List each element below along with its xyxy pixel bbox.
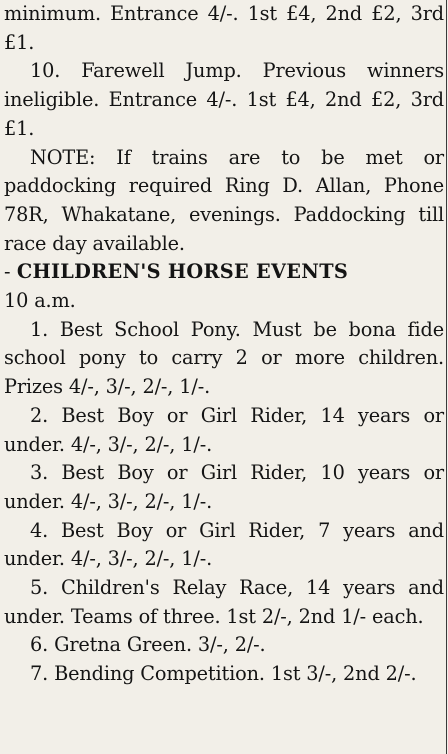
event-item: 6. Gretna Green. 3/-, 2/-. [30, 633, 266, 657]
heading-text: CHILDREN'S HORSE EVENTS [16, 260, 349, 284]
event-item: 4. Best Boy or Girl Rider, 7 years and under. 4/-, 3/-, 2/-, 1/-. [4, 518, 444, 571]
event-item: 7. Bending Competition. 1st 3/-, 2nd 2/-. [30, 662, 417, 686]
event-item: 2. Best Boy or Girl Rider, 14 years or under. 4/-, 3/-, 2/-, 1/-. [4, 403, 444, 456]
event-item: 5. Children's Relay Race, 14 years and under. Teams of three. 1st 2/-, 2nd 1/- each. [4, 576, 444, 628]
section-time: 10 a.m. [4, 289, 76, 313]
column-edge-rule [446, 0, 447, 754]
heading-dash: - [4, 260, 11, 284]
paragraph-entrance-minimum: minimum. Entrance 4/-. 1st £4, 2nd £2, 3rd £1. [4, 2, 444, 54]
event-item: 3. Best Boy or Girl Rider, 10 years or under. 4/-, 3/-, 2/-, 1/-. [4, 461, 444, 513]
event-item: 1. Best School Pony. Must be bona fide school pony to carry 2 or more children. Prizes 4/-, 3/-, 2/-, 1/-. [4, 317, 444, 399]
paragraph-farewell-jump: 10. Farewell Jump. Previous winners ineligible. Entrance 4/-. 1st £4, 2nd £2, 3rd £1. [4, 59, 444, 140]
section-heading [4, 258, 444, 287]
paragraph-note: NOTE: If trains are to be met or paddocking required Ring D. Allan, Phone 78R, Whakatane, evenings. Paddocking till race day available. [4, 145, 444, 255]
